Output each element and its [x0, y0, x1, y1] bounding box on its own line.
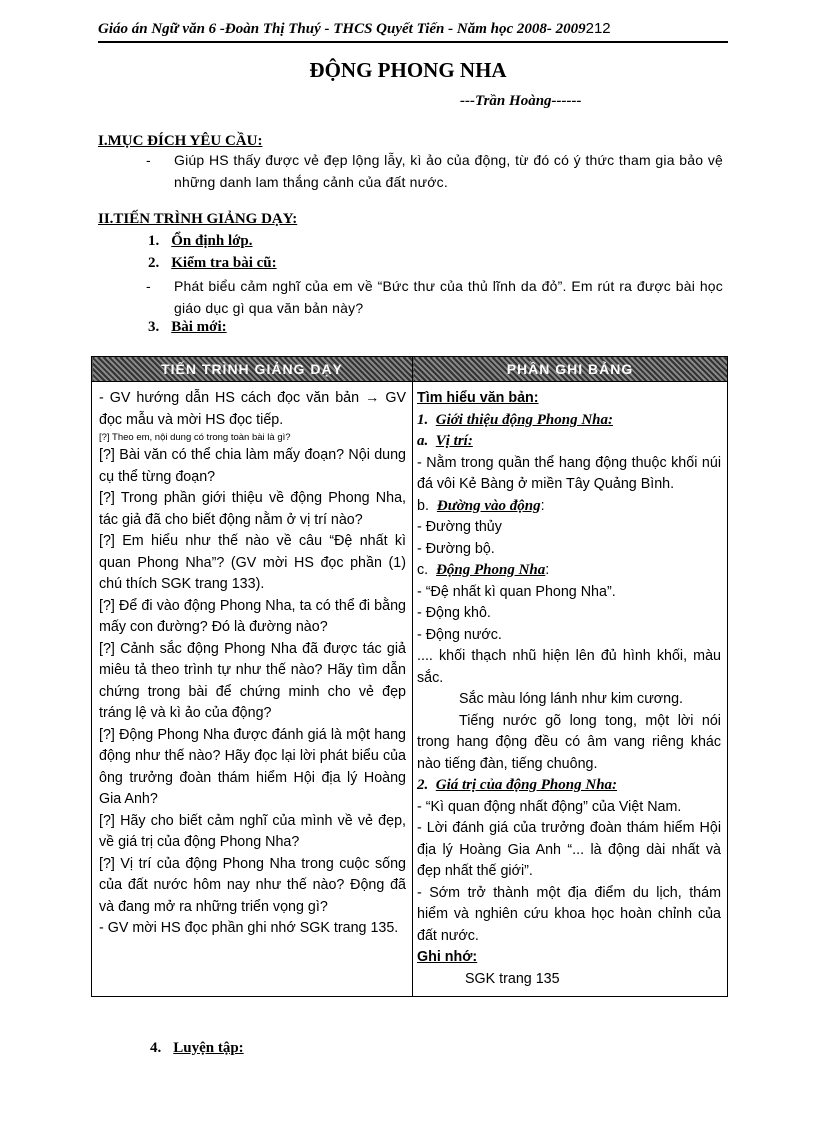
- step-2-item: - Phát biểu cảm nghĩ của em về “Bức thư của thủ lĩnh da đỏ”. Em rút ra được bài học giáo dục gì qua văn bản này?: [146, 278, 723, 316]
- header-text: Giáo án Ngữ văn 6 -Đoàn Thị Thuý - THCS Quyết Tiến - Năm học 2008- 2009: [98, 21, 586, 37]
- left-row: [?] Cảnh sắc động Phong Nha đã được tác giả miêu tả theo trình tự như thế nào? Hãy tìm dẫn chứng trong bài để chứng minh cho vẻ đẹp tráng lệ và kì ảo của động?: [99, 640, 406, 721]
- right-sub-a: a. Vị trí:: [417, 433, 473, 449]
- left-row: - GV mời HS đọc phần ghi nhớ SGK trang 135.: [99, 920, 399, 936]
- left-row: [?] Động Phong Nha được đánh giá là một hang động như thế nào? Hãy đọc lại lời phát biểu của ông trưởng đoàn thám hiểm Hội địa lý Hoàng Gia Anh?: [99, 726, 406, 807]
- right-sub-2: 2. Giá trị của động Phong Nha:: [417, 777, 618, 793]
- right-row: .... khối thạch nhũ hiện lên đủ hình khối, màu sắc.: [417, 648, 721, 686]
- right-row: - Sớm trở thành một địa điểm du lịch, thám hiểm và nghiên cứu khoa học hoàn chỉnh của đất nước.: [417, 884, 721, 944]
- right-row: - Lời đánh giá của trưởng đoàn thám hiểm Hội địa lý Hoàng Gia Anh “... là động dài nhất và đẹp nhất thế giới”.: [417, 820, 721, 879]
- left-row: [?] Hãy cho biết cảm nghĩ của mình về vẻ đẹp, về giá trị của động Phong Nha?: [99, 812, 406, 850]
- page-header: [98, 20, 728, 43]
- left-row: - GV hướng dẫn HS cách đọc văn bản → GV đọc mẫu và mời HS đọc tiếp.: [99, 390, 406, 428]
- right-row: - Đường bộ.: [417, 540, 495, 557]
- table-header-left: TIẾN TRÌNH GIẢNG DẠY: [92, 357, 413, 382]
- page-title: ĐỘNG PHONG NHA: [309, 58, 507, 82]
- section2-heading: II.TIẾN TRÌNH GIẢNG DẠY:: [98, 211, 298, 227]
- right-row: - Động khô.: [417, 605, 491, 621]
- right-sub-b: b. Đường vào động:: [417, 497, 545, 514]
- table-header-right: PHẦN GHI BẢNG: [413, 357, 728, 382]
- right-row: - “Đệ nhất kì quan Phong Nha”.: [417, 583, 616, 600]
- left-row: [?] Để đi vào động Phong Nha, ta có thể đi bằng mấy con đường? Đó là đường nào?: [99, 597, 406, 635]
- section1-item: - Giúp HS thấy được vẻ đẹp lộng lẫy, kì ảo của động, từ đó có ý thức tham gia bảo vệ những danh lam thắng cảnh của đất nước.: [146, 152, 723, 190]
- lesson-table: [91, 356, 728, 997]
- step-1: 1. Ổn định lớp.: [148, 233, 253, 249]
- right-row: - Động nước.: [417, 626, 502, 643]
- left-row: [?] Vị trí của động Phong Nha trong cuộc sống của đất nước hôm nay như thế nào? Động đã và đang mở ra những triển vọng gì?: [99, 855, 406, 915]
- left-row: [?] Trong phần giới thiệu về động Phong Nha, tác giả đã cho biết động nằm ở vị trí nào?: [99, 490, 406, 528]
- right-row: Sắc màu lóng lánh như kim cương.: [459, 691, 684, 707]
- step-2: 2. Kiểm tra bài cũ:: [148, 255, 277, 271]
- memo-text: SGK trang 135: [465, 970, 560, 987]
- left-row: [?] Theo em, nội dung có trong toàn bài là gì?: [99, 432, 291, 443]
- right-sub-c: c. Động Phong Nha:: [417, 562, 550, 578]
- left-row: [?] Bài văn có thể chia làm mấy đoạn? Nội dung cụ thể từng đoạn?: [99, 447, 406, 485]
- right-row: - “Kì quan động nhất động” của Việt Nam.: [417, 798, 682, 815]
- author: ---Trần Hoàng------: [460, 93, 582, 109]
- right-sub-1: 1. Giới thiệu động Phong Nha:: [417, 411, 614, 428]
- board-column: [413, 382, 728, 997]
- step-3: 3. Bài mới:: [148, 319, 227, 335]
- section1-heading: I.MỤC ĐÍCH YÊU CẦU:: [98, 133, 263, 149]
- right-row: - Đường thủy: [417, 519, 502, 535]
- step-4: 4. Luyện tập:: [150, 1040, 244, 1056]
- right-row: - Nằm trong quần thể hang động thuộc khối núi đá vôi Kẻ Bàng ở miền Tây Quảng Bình.: [417, 454, 721, 492]
- right-row: Tiếng nước gõ long tong, một lời nói trong hang động đều có âm vang riêng khác nào tiếng đàn, tiếng chuông.: [417, 712, 721, 772]
- memo-heading: Ghi nhớ:: [417, 949, 478, 965]
- teaching-column: [92, 382, 413, 997]
- page-number: 212: [585, 20, 611, 37]
- right-heading: Tìm hiểu văn bản:: [417, 390, 539, 406]
- left-row: [?] Em hiểu như thế nào về câu “Đệ nhất kì quan Phong Nha”? (GV mời HS đọc phần (1) chú thích SGK trang 133).: [99, 533, 406, 592]
